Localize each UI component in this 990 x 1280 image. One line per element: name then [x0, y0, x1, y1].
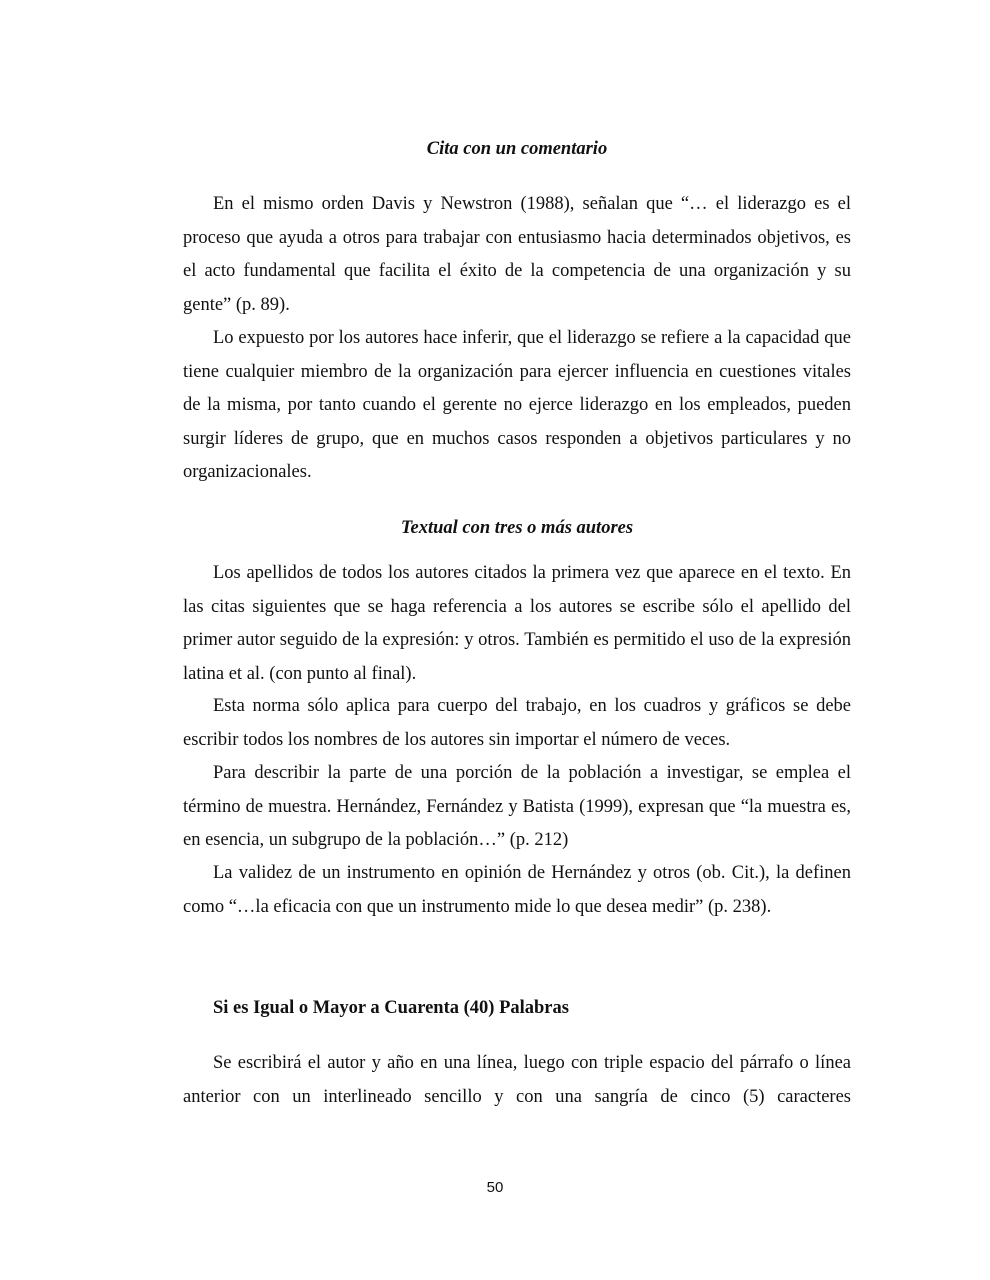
section-heading-textual-tres-autores: Textual con tres o más autores: [400, 518, 634, 538]
section-heading-cita-con-comentario: Cita con un comentario: [426, 139, 608, 159]
paragraph-autor-ano-linea: Se escribirá el autor y año en una línea, luego con triple espacio del párrafo o línea anterior con un interlineado sencillo y con una sangría de cinco (5) caracteres: [183, 1053, 851, 1107]
paragraph-liderazgo-comment: Lo expuesto por los autores hace inferir, que el liderazgo se refiere a la capacidad que tiene cualquier miembro de la organización para ejercer influencia en cuestiones vitales de la misma, por tanto cuando el gerente no ejerce liderazgo en los empleados, pueden surgir líderes de grupo, que en muchos casos responden a objetivos particulares y no organizacionales.: [183, 328, 851, 482]
paragraph-apellidos-autores: Los apellidos de todos los autores citados la primera vez que aparece en el texto. En las citas siguientes que se haga referencia a los autores se escribe sólo el apellido del primer autor seguido de la expresión: y otros. También es permitido el uso de la expresión latina et al. (con punto al final).: [183, 563, 851, 684]
paragraph-davis-newstron-quote: En el mismo orden Davis y Newstron (1988), señalan que “… el liderazgo es el proceso que ayuda a otros para trabajar con entusiasmo hacia determinados objetivos, es el acto fundamental que facilita el éxito de la competencia de una organización y su gente” (p. 89).: [183, 194, 851, 315]
paragraph-validez-instrumento: La validez de un instrumento en opinión de Hernández y otros (ob. Cit.), la definen como “…la eficacia con que un instrumento mide lo que desea medir” (p. 238).: [183, 863, 851, 917]
section-heading-cuarenta-palabras: Si es Igual o Mayor a Cuarenta (40) Palabras: [213, 998, 569, 1018]
paragraph-norma-cuerpo: Esta norma sólo aplica para cuerpo del trabajo, en los cuadros y gráficos se debe escribir todos los nombres de los autores sin importar el número de veces.: [183, 696, 851, 750]
page-number: 50: [486, 1179, 504, 1196]
paragraph-muestra-definicion: Para describir la parte de una porción de la población a investigar, se emplea el término de muestra. Hernández, Fernández y Batista (1999), expresan que “la muestra es, en esencia, un subgrupo de la población…” (p. 212): [183, 763, 851, 850]
